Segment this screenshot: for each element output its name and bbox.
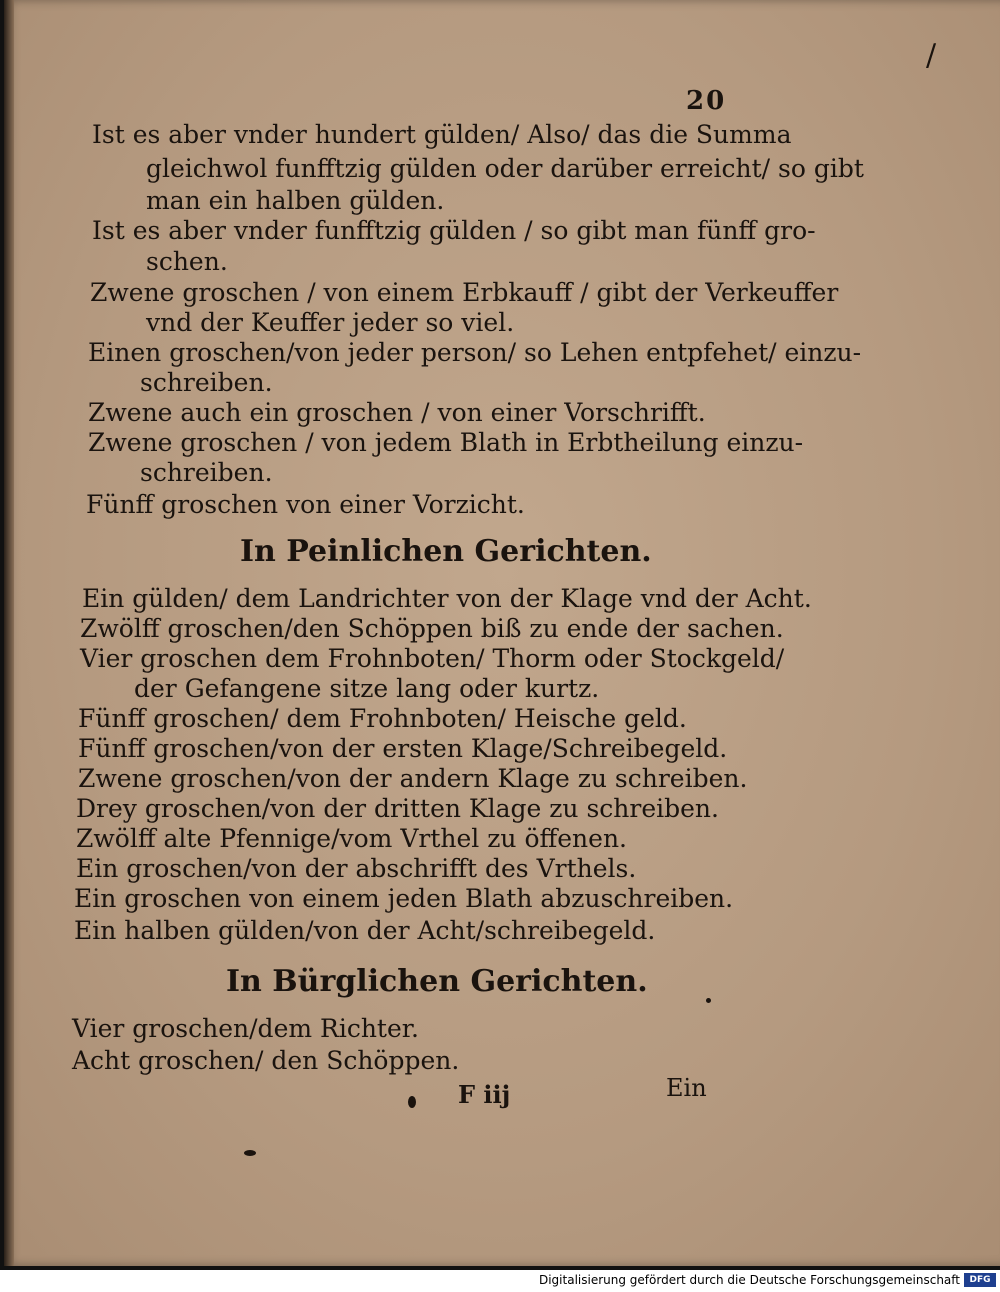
text-line: Zwene groschen / von jedem Blath in Erbtheilung einzu- xyxy=(88,428,804,457)
ink-blot xyxy=(706,998,711,1003)
text-line: Drey groschen/von der dritten Klage zu schreiben. xyxy=(76,794,719,823)
ink-blot xyxy=(408,1096,416,1108)
text-line: Acht groschen/ den Schöppen. xyxy=(72,1046,460,1075)
text-line: Zwene groschen/von der andern Klage zu schreiben. xyxy=(78,764,748,793)
text-line: Ein groschen von einem jeden Blath abzuschreiben. xyxy=(74,884,734,913)
text-line: Vier groschen/dem Richter. xyxy=(72,1014,419,1043)
text-line: gleichwol funfftzig gülden oder darüber erreicht/ so gibt xyxy=(146,154,864,183)
text-line: vnd der Keuffer jeder so viel. xyxy=(146,308,515,337)
footer-credit: Digitalisierung gefördert durch die Deutsche Forschungsgemeinschaft xyxy=(538,1273,960,1287)
signature-mark: F iij xyxy=(458,1080,511,1109)
footer-bar xyxy=(0,1270,1000,1292)
text-line: Einen groschen/von jeder person/ so Lehen entpfehet/ einzu- xyxy=(88,338,862,367)
text-line: schen. xyxy=(146,247,228,276)
page-number: 20 xyxy=(686,86,727,116)
dfg-logo-icon: DFG xyxy=(964,1273,996,1287)
text-line: Ist es aber vnder funfftzig gülden / so gibt man fünff gro- xyxy=(92,216,816,245)
text-line: Fünff groschen von einer Vorzicht. xyxy=(86,490,525,519)
text-line: schreiben. xyxy=(140,368,273,397)
section-heading: In Peinlichen Gerichten. xyxy=(240,534,652,569)
text-line: Fünff groschen/von der ersten Klage/Schreibegeld. xyxy=(78,734,728,763)
text-line: Ist es aber vnder hundert gülden/ Also/ das die Summa xyxy=(92,120,792,149)
text-line: der Gefangene sitze lang oder kurtz. xyxy=(134,674,600,703)
ink-blot xyxy=(244,1150,256,1156)
text-line: Zwene groschen / von einem Erbkauff / gibt der Verkeuffer xyxy=(90,278,839,307)
text-line: Ein halben gülden/von der Acht/schreibegeld. xyxy=(74,916,656,945)
catchword: Ein xyxy=(666,1074,707,1102)
text-line: Vier groschen dem Frohnboten/ Thorm oder Stockgeld/ xyxy=(80,644,785,673)
text-line: Zwölff groschen/den Schöppen biß zu ende der sachen. xyxy=(80,614,784,643)
text-line: Ein groschen/von der abschrifft des Vrthels. xyxy=(76,854,637,883)
book-page xyxy=(4,0,1000,1266)
corner-mark: / xyxy=(926,38,937,73)
text-line: Zwölff alte Pfennige/vom Vrthel zu öffenen. xyxy=(76,824,627,853)
text-line: Fünff groschen/ dem Frohnboten/ Heische geld. xyxy=(78,704,687,733)
text-line: Ein gülden/ dem Landrichter von der Klage vnd der Acht. xyxy=(82,584,812,613)
text-line: man ein halben gülden. xyxy=(146,186,445,215)
text-line: Zwene auch ein groschen / von einer Vorschrifft. xyxy=(88,398,706,427)
section-heading: In Bürglichen Gerichten. xyxy=(226,964,648,999)
text-line: schreiben. xyxy=(140,458,273,487)
page-spine-shadow xyxy=(4,0,14,1266)
